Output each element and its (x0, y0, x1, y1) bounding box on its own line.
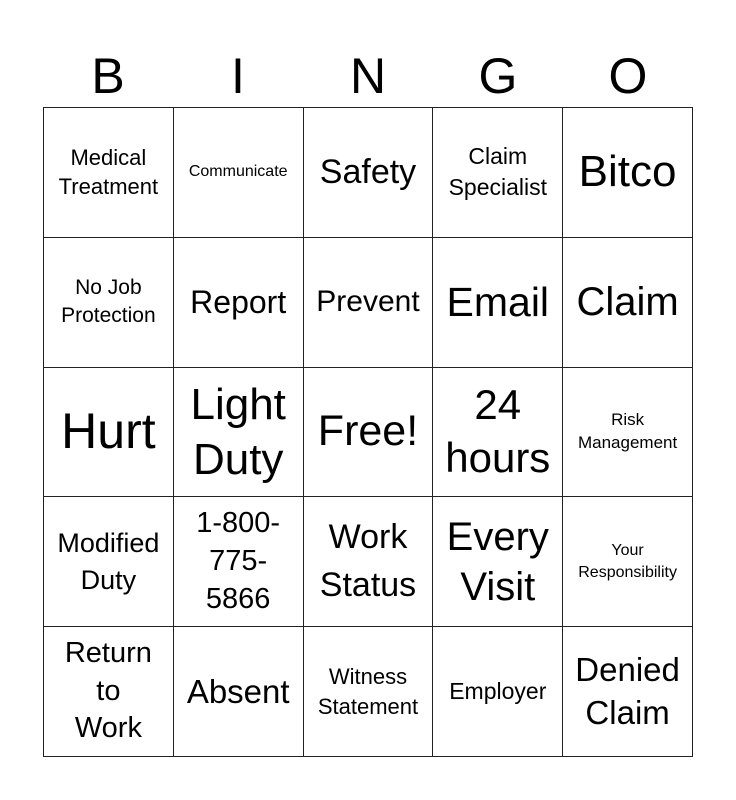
bingo-cell-r1-c2[interactable] (174, 108, 304, 238)
bingo-cell-r1-c1[interactable] (44, 108, 174, 238)
bingo-cell-r2-c3[interactable] (304, 238, 434, 368)
cell-text: Denied Claim (575, 650, 680, 731)
cell-text: Modified Duty (57, 528, 160, 595)
bingo-cell-r2-c2[interactable] (174, 238, 304, 368)
cell-text: Every Visit (446, 514, 549, 609)
cell-text: Claim (576, 280, 679, 325)
header-letter-i: I (231, 48, 245, 104)
bingo-cell-r5-c2[interactable] (174, 627, 304, 757)
header-letter-b: B (91, 48, 125, 104)
bingo-cell-r1-c5[interactable] (563, 108, 693, 238)
cell-text: Medical Treatment (58, 144, 159, 200)
cell-text: Risk Management (577, 410, 678, 452)
bingo-cell-r4-c2[interactable] (174, 497, 304, 627)
bingo-cell-r5-c4[interactable] (433, 627, 563, 757)
bingo-cell-r3-c1[interactable] (44, 368, 174, 498)
bingo-cell-r3-c5[interactable] (563, 368, 693, 498)
bingo-cell-r4-c5[interactable] (563, 497, 693, 627)
bingo-cell-r5-c3[interactable] (304, 627, 434, 757)
cell-text: 1-800-775-5866 (196, 507, 281, 615)
cell-text: Work Status (319, 518, 417, 604)
cell-text: Witness Statement (317, 663, 419, 719)
cell-text: Return to Work (64, 637, 152, 745)
header-letter-n: N (349, 48, 387, 104)
cell-text: Absent (186, 672, 290, 710)
bingo-cell-r4-c4[interactable] (433, 497, 563, 627)
cell-text: Light Duty (190, 379, 286, 484)
bingo-cell-r5-c5[interactable] (563, 627, 693, 757)
bingo-cell-r1-c3[interactable] (304, 108, 434, 238)
bingo-cell-r3-c4[interactable] (433, 368, 563, 498)
bingo-cell-r1-c4[interactable] (433, 108, 563, 238)
bingo-cell-r3-c3[interactable] (304, 368, 434, 498)
bingo-cell-r4-c3[interactable] (304, 497, 434, 627)
cell-text: Claim Specialist (448, 143, 547, 201)
bingo-cell-r4-c1[interactable] (44, 497, 174, 627)
cell-text: 24 hours (445, 381, 551, 481)
cell-text: Hurt (61, 403, 156, 460)
cell-text: Free! (317, 407, 419, 456)
cell-text: Email (446, 278, 550, 325)
bingo-header (43, 45, 693, 107)
cell-text: Your Responsibility (578, 542, 677, 581)
bingo-board (43, 107, 693, 757)
bingo-cell-r2-c5[interactable] (563, 238, 693, 368)
header-letter-g: G (478, 48, 518, 104)
cell-text: Report (190, 283, 287, 320)
cell-text: No Job Protection (61, 275, 156, 328)
cell-text: Bitco (578, 147, 677, 197)
cell-text: Employer (449, 678, 547, 705)
cell-text: Prevent (316, 284, 420, 318)
cell-text: Safety (319, 152, 417, 191)
bingo-cell-r3-c2[interactable] (174, 368, 304, 498)
header-letter-o: O (608, 48, 648, 104)
bingo-cell-r2-c4[interactable] (433, 238, 563, 368)
cell-text: Communicate (188, 163, 288, 181)
bingo-cell-r2-c1[interactable] (44, 238, 174, 368)
bingo-cell-r5-c1[interactable] (44, 627, 174, 757)
